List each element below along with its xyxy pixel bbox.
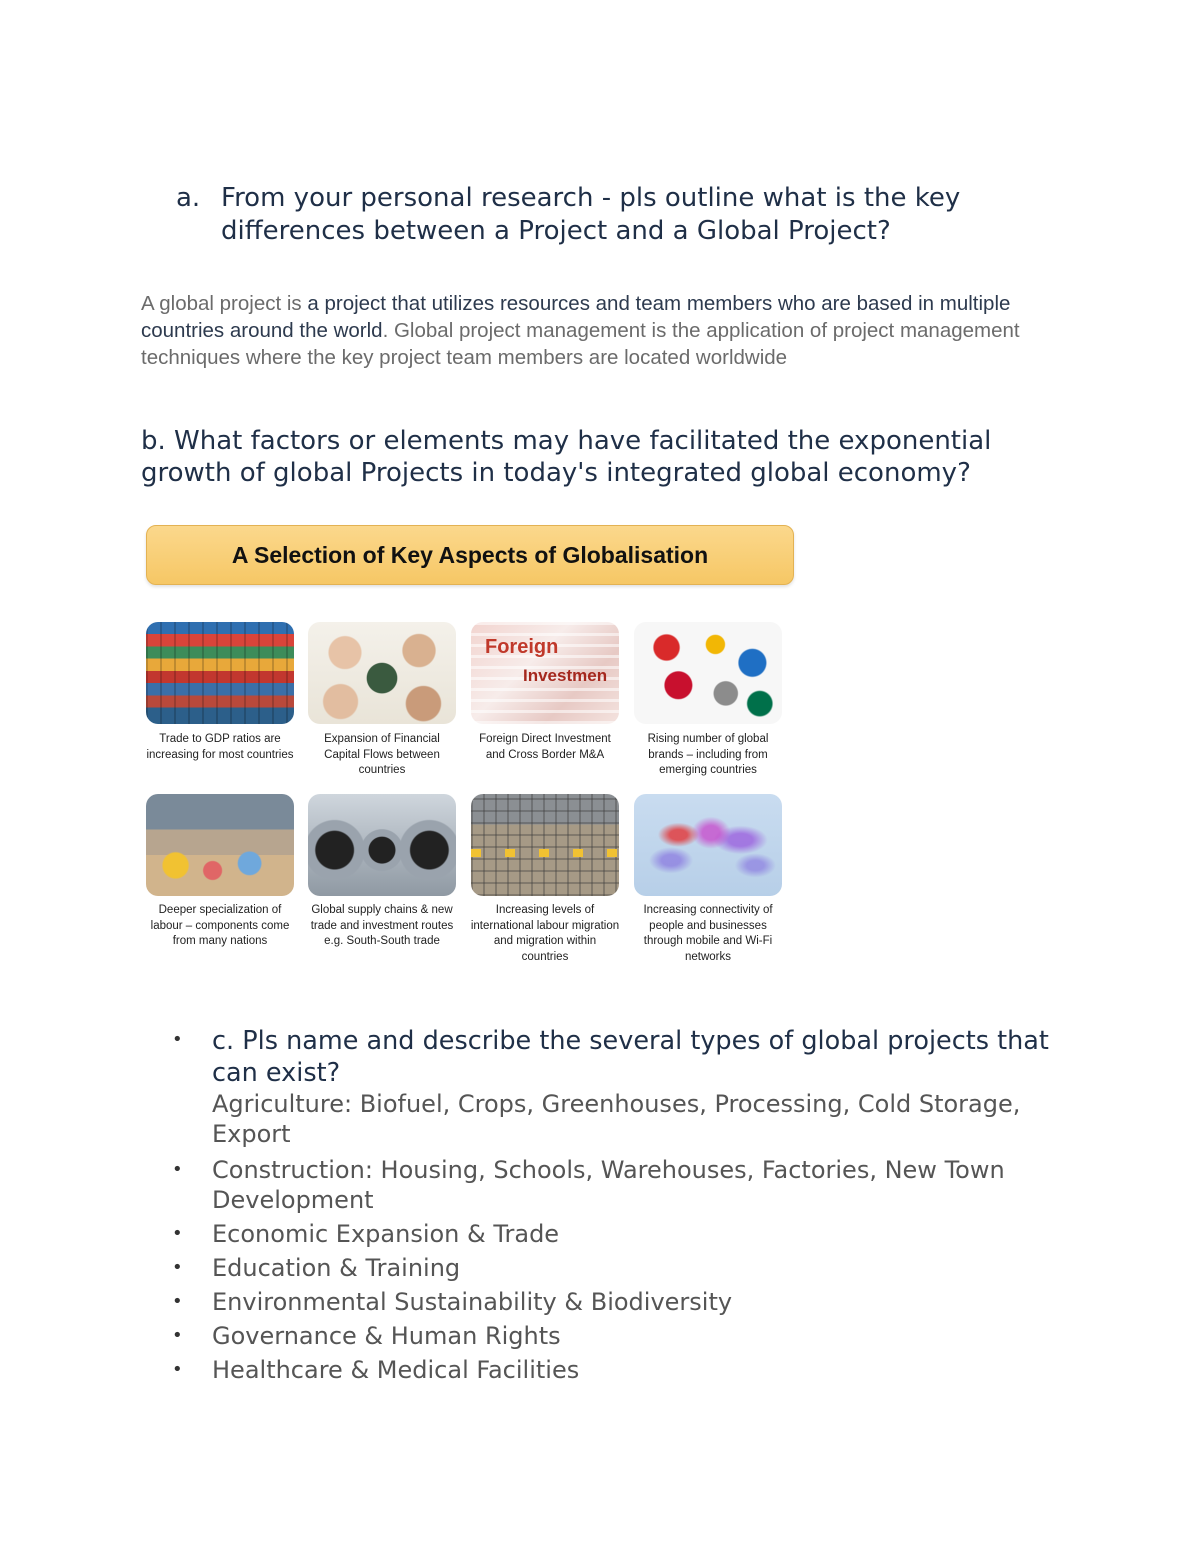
tile-shipping-containers-image	[146, 622, 294, 724]
question-b: b. What factors or elements may have facilitated the exponential growth of global Projects in today's integrated global economy?	[141, 426, 992, 488]
tile-connectivity-map-image	[634, 794, 782, 896]
wordcloud-word-investment: Investmen	[523, 666, 608, 685]
question-c: c. Pls name and describe the several types of global projects that can exist?	[212, 1026, 1049, 1088]
tile-fdi-wordcloud-image	[471, 622, 619, 724]
tile-global-brands-image	[634, 622, 782, 724]
tile-caption-brands: Rising number of global brands – including from emerging countries	[647, 733, 769, 776]
infographic-title: A Selection of Key Aspects of Globalisation	[146, 525, 794, 585]
tile-caption-capital: Expansion of Financial Capital Flows between countries	[324, 733, 440, 776]
bullet-icon: •	[172, 1359, 183, 1380]
bullet-icon: •	[172, 1029, 183, 1050]
bullet-icon: •	[172, 1257, 183, 1278]
list-item-text: Agriculture: Biofuel, Crops, Greenhouses, Processing, Cold Storage, Export	[212, 1090, 1021, 1148]
list-item-text: Economic Expansion & Trade	[212, 1220, 560, 1248]
list-item	[172, 1253, 1052, 1283]
list-item	[172, 1355, 1052, 1385]
tile-supply-chain-machinery-image	[308, 794, 456, 896]
list-item	[172, 1321, 1052, 1351]
question-a-marker: a.	[176, 183, 201, 213]
question-a	[176, 182, 1056, 248]
tile-caption-migration: Increasing levels of international labour migration and migration within countries	[470, 904, 620, 963]
answer-a	[141, 290, 1071, 371]
tile-caption-trade: Trade to GDP ratios are increasing for most countries	[146, 733, 294, 761]
tile-money-hands-image	[308, 622, 456, 724]
list-item-text: Construction: Housing, Schools, Warehouses, Factories, New Town Development	[212, 1156, 1005, 1214]
globalisation-infographic	[140, 520, 800, 990]
tile-factory-workers-image	[146, 794, 294, 896]
question-a-text: From your personal research - pls outline what is the key differences between a Project and a Global Project?	[221, 183, 961, 246]
list-item	[172, 1287, 1052, 1317]
list-item-text: Governance & Human Rights	[212, 1322, 561, 1350]
list-item-text: Education & Training	[212, 1254, 461, 1282]
wordcloud-word-foreign: Foreign	[485, 636, 559, 658]
bullet-icon: •	[172, 1159, 183, 1180]
tile-caption-connectivity: Increasing connectivity of people and businesses through mobile and Wi-Fi networks	[643, 904, 773, 963]
answer-a-part3: . Global project management is the application of project management techniques where the key project team members are located worldwide	[141, 319, 1020, 369]
project-types-list	[172, 1025, 1052, 1389]
list-item-text: Healthcare & Medical Facilities	[212, 1356, 580, 1384]
list-item-text: Environmental Sustainability & Biodiversity	[212, 1288, 733, 1316]
tile-caption-fdi: Foreign Direct Investment and Cross Border M&A	[479, 733, 611, 761]
answer-a-part1: A global project is	[141, 292, 308, 315]
tile-construction-labour-image	[471, 794, 619, 896]
list-item	[172, 1025, 1052, 1149]
list-item	[172, 1219, 1052, 1249]
tile-caption-supply-chains: Global supply chains & new trade and investment routes e.g. South-South trade	[310, 904, 454, 947]
bullet-icon: •	[172, 1325, 183, 1346]
answer-a-highlight: a project that utilizes resources and team members who are based in multiple countries around the world	[141, 292, 1011, 342]
bullet-icon: •	[172, 1223, 183, 1244]
list-item	[172, 1155, 1052, 1215]
tile-caption-specialization: Deeper specialization of labour – components come from many nations	[150, 904, 290, 947]
bullet-icon: •	[172, 1291, 183, 1312]
